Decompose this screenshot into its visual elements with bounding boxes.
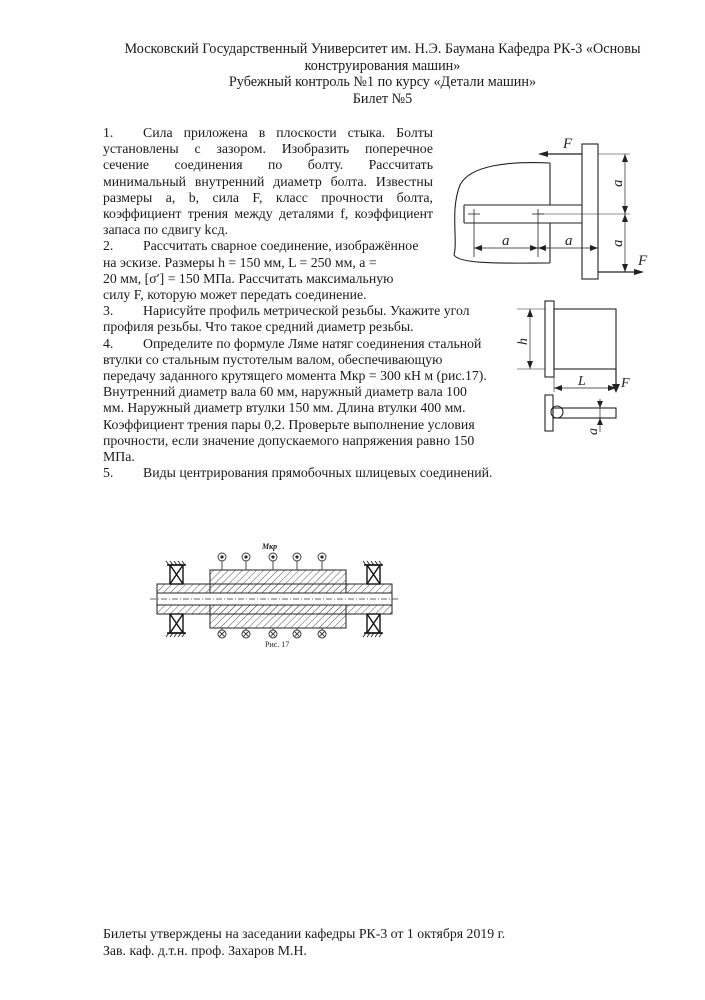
force-label-bottom: F [638,253,648,269]
document-footer [103,925,505,959]
task-number: 4. [103,335,114,351]
dim-label-a: a [565,233,573,249]
force-out-dot [221,556,223,558]
header-department: конструирования машин» [304,57,461,74]
bearing-right-top [363,561,383,584]
header-course: Рубежный контроль №1 по курсу «Детали машин» [228,74,537,90]
bearing-left-bottom [166,614,186,637]
task-1: 1. Сила приложена в плоскости стыка. Болты установлены с зазором. Изобразить поперечное сечение соединения по болту. Рассчитать минимальный внутренний диаметр болта. Известны размеры a, b, сила F, класс прочности болта, коэффициент трения между деталями f, коэффициент запаса по сдвигу kсд. [103,125,433,238]
shaft-bottom-wall [157,605,392,614]
force-out-dot [272,556,274,558]
figure-weld-joint [505,295,650,445]
footer-signature: Зав. каф. д.т.н. проф. Захаров М.Н. [103,943,307,958]
task-3: 3. Нарисуйте профиль метрической резьбы. Укажите угол профиля резьбы. Что такое средний диаметр резьбы. [103,303,470,335]
attached-plate [554,309,616,369]
task-number: 2. [103,238,114,254]
bearing-right-bottom [363,614,383,637]
weld-plate [545,301,554,377]
shaft-top-wall [157,584,392,593]
dim-label-a: a [610,239,626,247]
figure-caption: Рис. 17 [265,640,290,649]
header-university: Московский Государственный Университет им. Н.Э. Баумана Кафедра РК-3 «Основы [124,41,641,57]
moment-label: Mкр [262,542,278,551]
header-ticket: Билет №5 [352,90,413,107]
dim-label-a: a [610,179,626,187]
force-out-dot [245,556,247,558]
dim-label-a: a [502,233,510,249]
h-label: h [516,338,531,345]
figure-shaft-hub [150,535,400,655]
a-label: a [586,428,601,435]
task-number: 3. [103,303,114,319]
footer-approval: Билеты утверждены на заседании кафедры РК-3 от 1 октября 2019 г. [103,926,506,941]
section-plate [545,395,553,431]
figure-bolt-joint [450,125,655,295]
task-5: 5. Виды центрирования прямобочных шлицевых соединений. [103,465,493,481]
task-number: 5. [103,465,114,481]
task-2: 2. Рассчитать сварное соединение, изображённое на эскизе. Размеры h = 150 мм, L = 250 мм, a = 20 мм, [σ′] = 150 МПа. Рассчитать максимальную силу F, которую может передать соединение. [103,238,419,303]
F-label: F [621,376,630,391]
force-out-dot [321,556,323,558]
task-number: 1. [103,125,114,140]
force-out-dot [296,556,298,558]
document-header [95,41,670,107]
flange-plate [582,144,598,279]
task-4: 4. Определите по формуле Ляме натяг соединения стальной втулки со стальным пустотелым валом, обеспечивающую передачу заданного крутящего момента Мкр = 300 кН м (рис.17). Внутренний диаметр вала 60 мм, наружный диаметр вала 100 мм. Наружный диаметр втулки 150 мм. Длина втулки 400 мм. Коэффициент трения пары 0,2. Проверьте выполнение условия прочности, если значение допускаемого напряжения равно 150 МПа. [103,335,487,465]
bearing-left-top [166,561,186,584]
force-label-top: F [563,136,573,152]
L-label: L [578,374,586,389]
